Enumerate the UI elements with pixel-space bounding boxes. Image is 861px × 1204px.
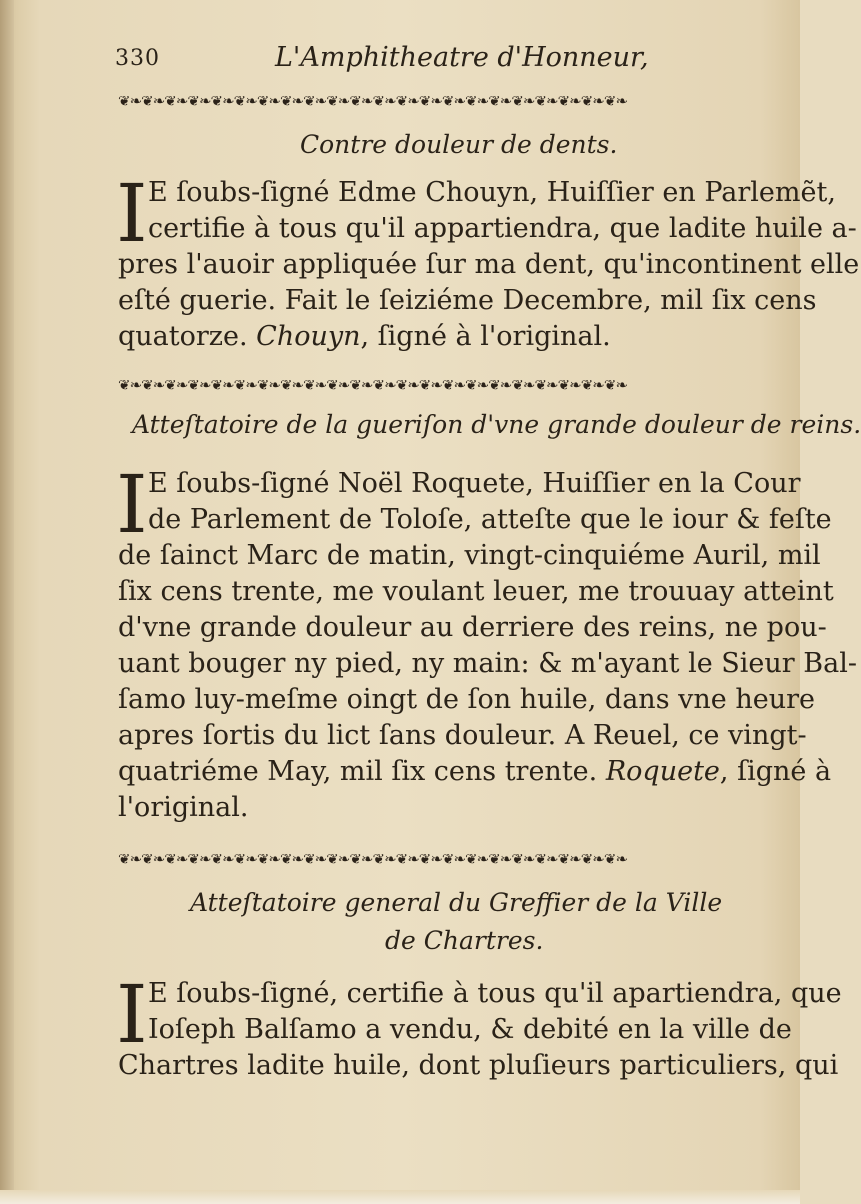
section-heading: Atteſtatoire general du Greffier de la Ville bbox=[190, 888, 723, 917]
text-line: quatriéme May, mil ſix cens trente. Roquete, ſigné à bbox=[118, 756, 832, 787]
text-line: Chartres ladite huile, dont pluſieurs particuliers, qui bbox=[118, 1050, 839, 1081]
text-line: eſté guerie. Fait le ſeiziéme Decembre, mil ſix cens bbox=[118, 285, 817, 316]
page-header bbox=[115, 40, 775, 80]
text-line: ſamo luy-meſme oingt de ſon huile, dans vne heure bbox=[118, 684, 815, 715]
signature-name: Chouyn bbox=[256, 321, 361, 352]
text-line: ſix cens trente, me voulant leuer, me trouuay atteint bbox=[118, 576, 834, 607]
text-line: certifie à tous qu'il appartiendra, que ladite huile a- bbox=[148, 213, 857, 244]
section-paragraph bbox=[116, 458, 857, 826]
text-line: E ſoubs-ſigné Noël Roquete, Huiſſier en la Cour bbox=[148, 468, 801, 499]
page-bottom-edge bbox=[0, 1190, 800, 1204]
section-paragraph bbox=[116, 167, 860, 355]
section-heading: Contre douleur de dents. bbox=[300, 130, 618, 159]
ornament-band: ❦❧❦❧❦❧❦❧❦❧❦❧❦❧❦❧❦❧❦❧❦❧❦❧❦❧❦❧❦❧❦❧❦❧❦❧❦❧❦❧❦❧❦❧ bbox=[118, 92, 628, 110]
running-head: L'Amphitheatre d'Honneur, bbox=[275, 42, 649, 73]
page-spine-shadow bbox=[0, 0, 14, 1204]
drop-cap: I bbox=[116, 458, 148, 551]
text-line: Ioſeph Balſamo a vendu, & debité en la ville de bbox=[148, 1014, 792, 1045]
drop-cap: I bbox=[116, 968, 148, 1061]
section-heading: Atteſtatoire de la gueriſon d'vne grande douleur de reins. bbox=[132, 410, 861, 439]
text-line: pres l'auoir appliquée ſur ma dent, qu'incontinent elle bbox=[118, 249, 860, 280]
ornament-band: ❦❧❦❧❦❧❦❧❦❧❦❧❦❧❦❧❦❧❦❧❦❧❦❧❦❧❦❧❦❧❦❧❦❧❦❧❦❧❦❧❦❧❦❧ bbox=[118, 376, 628, 394]
text-line: E ſoubs-ſigné, certifie à tous qu'il apartiendra, que bbox=[148, 978, 842, 1009]
section-paragraph bbox=[116, 968, 842, 1084]
text-line: de ſainct Marc de matin, vingt-cinquiéme Auril, mil bbox=[118, 540, 821, 571]
ornament-band: ❦❧❦❧❦❧❦❧❦❧❦❧❦❧❦❧❦❧❦❧❦❧❦❧❦❧❦❧❦❧❦❧❦❧❦❧❦❧❦❧❦❧❦❧ bbox=[118, 850, 628, 868]
text-line: apres ſortis du lict ſans douleur. A Reuel, ce vingt- bbox=[118, 720, 807, 751]
drop-cap: I bbox=[116, 167, 148, 260]
section-heading-continued: de Chartres. bbox=[385, 926, 544, 955]
text-line: d'vne grande douleur au derriere des reins, ne pou- bbox=[118, 612, 827, 643]
signature-name: Roquete bbox=[605, 756, 720, 787]
text-line: quatorze. Chouyn, ſigné à l'original. bbox=[118, 321, 611, 352]
text-line: de Parlement de Toloſe, atteſte que le iour & feſte bbox=[148, 504, 832, 535]
page-number: 330 bbox=[115, 46, 160, 71]
text-line: E ſoubs-ſigné Edme Chouyn, Huiſſier en Parlemẽt, bbox=[148, 177, 836, 208]
text-line: uant bouger ny pied, ny main: & m'ayant le Sieur Bal- bbox=[118, 648, 857, 679]
text-line: l'original. bbox=[118, 792, 249, 823]
